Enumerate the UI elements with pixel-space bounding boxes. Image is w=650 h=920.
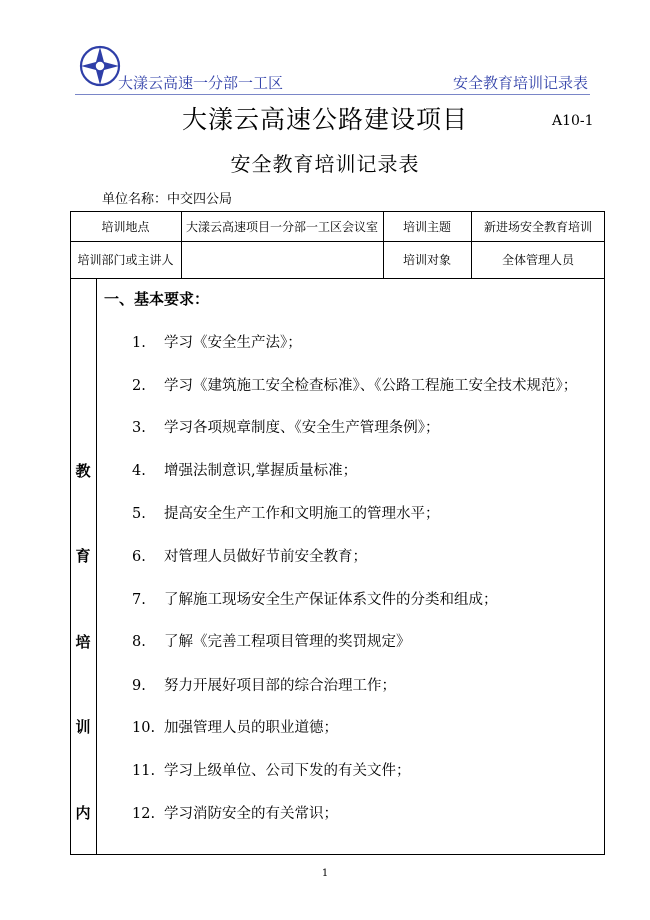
side-label-char: 育 <box>75 547 91 565</box>
requirement-item: 10. 加强管理人员的职业道德； <box>132 720 338 736</box>
training-location-label: 培训地点 <box>101 219 150 234</box>
org-name: 大漾云高速一分部一工区 <box>118 74 284 92</box>
header-divider <box>75 94 590 95</box>
requirement-item: 2. 学习《建筑施工安全检查标准》、《公路工程施工安全技术规范》； <box>132 378 578 394</box>
requirement-item: 6. 对管理人员做好节前安全教育； <box>132 549 367 565</box>
document-title: 大漾云高速公路建设项目 <box>181 105 468 134</box>
side-label-char: 训 <box>75 718 91 736</box>
training-topic-value: 新进场安全教育培训 <box>483 219 592 234</box>
form-tag: 安全教育培训记录表 <box>452 74 588 92</box>
highway-cross-logo-icon <box>78 44 122 88</box>
section-heading: 一、基本要求： <box>104 290 210 308</box>
training-location-value: 大漾云高速项目一分部一工区会议室 <box>185 219 378 234</box>
requirement-item: 5. 提高安全生产工作和文明施工的管理水平； <box>132 506 440 522</box>
form-code: A10-1 <box>552 113 594 129</box>
unit-name: 单位名称：中交四公局 <box>102 192 233 207</box>
page-number: 1 <box>321 868 329 879</box>
requirement-item: 1. 学习《安全生产法》； <box>132 335 302 351</box>
requirement-item: 4. 增强法制意识,掌握质量标准； <box>132 463 358 479</box>
requirement-item: 12. 学习消防安全的有关常识； <box>132 806 338 822</box>
requirement-item: 8. 了解《完善工程项目管理的奖罚规定》 <box>132 634 411 650</box>
page-header <box>78 44 588 92</box>
side-label-char: 内 <box>75 804 91 822</box>
requirement-item: 3. 学习各项规章制度、《安全生产管理条例》； <box>132 420 440 436</box>
training-audience-label: 培训对象 <box>402 253 451 267</box>
training-dept-label: 培训部门或主讲人 <box>77 253 174 267</box>
training-dept-value <box>181 241 383 278</box>
training-audience-value: 全体管理人员 <box>501 253 574 267</box>
training-topic-label: 培训主题 <box>402 219 451 234</box>
table-col-divider <box>96 278 97 855</box>
table-row-divider <box>70 278 605 279</box>
side-label-char: 教 <box>75 462 91 480</box>
requirement-item: 9. 努力开展好项目部的综合治理工作； <box>132 678 396 694</box>
requirement-item: 7. 了解施工现场安全生产保证体系文件的分类和组成； <box>132 592 498 608</box>
side-label-char: 培 <box>75 633 91 651</box>
requirement-item: 11. 学习上级单位、公司下发的有关文件； <box>132 763 411 779</box>
document-subtitle: 安全教育培训记录表 <box>230 152 420 176</box>
